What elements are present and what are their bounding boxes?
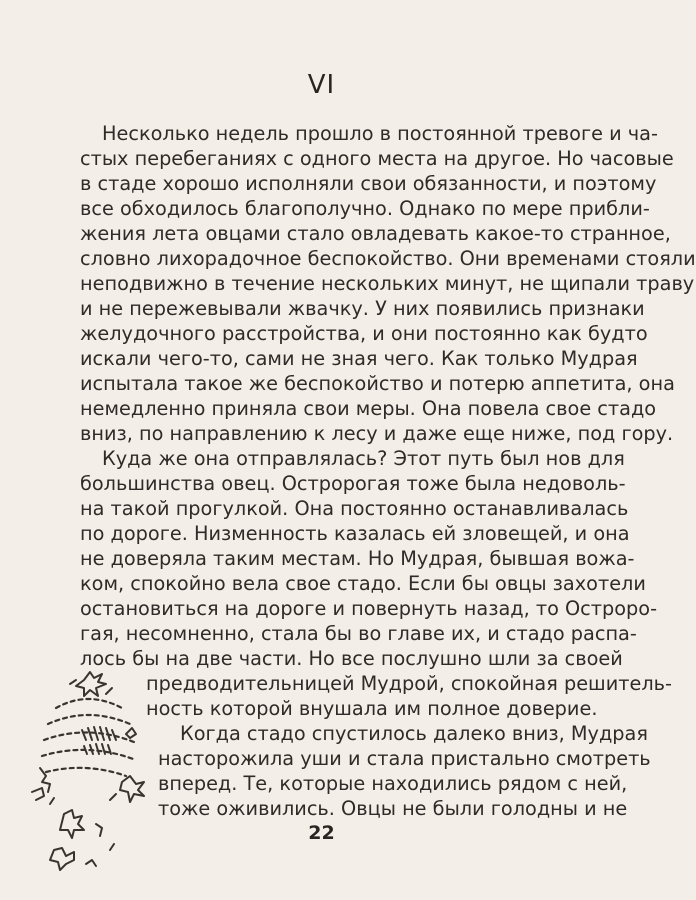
text-line: гая, несомненно, стала бы во главе их, и стадо распа- — [80, 622, 637, 645]
text-line: словно лихорадочное беспокойство. Они временами стояли — [80, 247, 696, 270]
text-line: на такой прогулкой. Она постоянно останавливалась — [80, 497, 629, 520]
text-line: Когда стадо спустилось далеко вниз, Мудрая — [180, 722, 648, 745]
chapter-numeral: VI — [307, 70, 336, 100]
text-line: неподвижно в течение нескольких минут, не щипали траву — [80, 272, 695, 295]
text-line: все обходилось благополучно. Однако по мере прибли- — [80, 197, 650, 220]
text-line: тоже оживились. Овцы не были голодны и не — [158, 797, 628, 820]
text-line: ность которой внушала им полное доверие. — [146, 697, 598, 720]
page-number: 22 — [308, 822, 335, 844]
text-line: Несколько недель прошло в постоянной тревоге и ча- — [102, 122, 658, 145]
text-line: остановиться на дороге и повернуть назад, то Остроро- — [80, 597, 658, 620]
text-line: ком, спокойно вела свое стадо. Если бы овцы захотели — [80, 572, 646, 595]
text-line: искали чего-то, сами не зная чего. Как только Мудрая — [80, 347, 638, 370]
decorative-sketch-illustration — [26, 664, 162, 890]
text-line: вниз, по направлению к лесу и даже еще ниже, под гору. — [80, 422, 674, 445]
figure-sketch-left — [32, 768, 54, 804]
figure-sketch-top — [70, 672, 112, 696]
text-line: по дороге. Низменность казалась ей зловещей, и она — [80, 522, 630, 545]
text-line: большинства овец. Остророгая тоже была недоволь- — [80, 472, 626, 495]
text-line: насторожила уши и стала пристально смотреть — [158, 747, 651, 770]
text-line: Куда же она отправлялась? Этот путь был нов для — [102, 447, 625, 470]
text-line: в стаде хорошо исполняли свои обязанности, и поэтому — [80, 172, 657, 195]
text-line: лось бы на две части. Но все послушно шли за своей — [80, 647, 623, 670]
text-line: испытала такое же беспокойство и потерю аппетита, она — [80, 372, 675, 395]
text-line: и не пережевывали жвачку. У них появились признаки — [80, 297, 645, 320]
text-line: желудочного расстройства, и они постоянно как будто — [80, 322, 648, 345]
text-line: вперед. Те, которые находились рядом с ней, — [158, 772, 628, 795]
text-line: немедленно приняла свои меры. Она повела свое стадо — [80, 397, 657, 420]
text-line: стых перебеганиях с одного места на другое. Но часовые — [80, 147, 674, 170]
text-line: жения лета овцами стало овладевать какое-то странное, — [80, 222, 671, 245]
dashed-cone-sketch — [42, 699, 136, 776]
text-line: не доверяла таким местам. Но Мудрая, бывшая вожа- — [80, 547, 635, 570]
figure-sketch-bottom — [50, 810, 114, 870]
text-line: предводительницей Мудрой, спокойная решитель- — [146, 672, 672, 695]
